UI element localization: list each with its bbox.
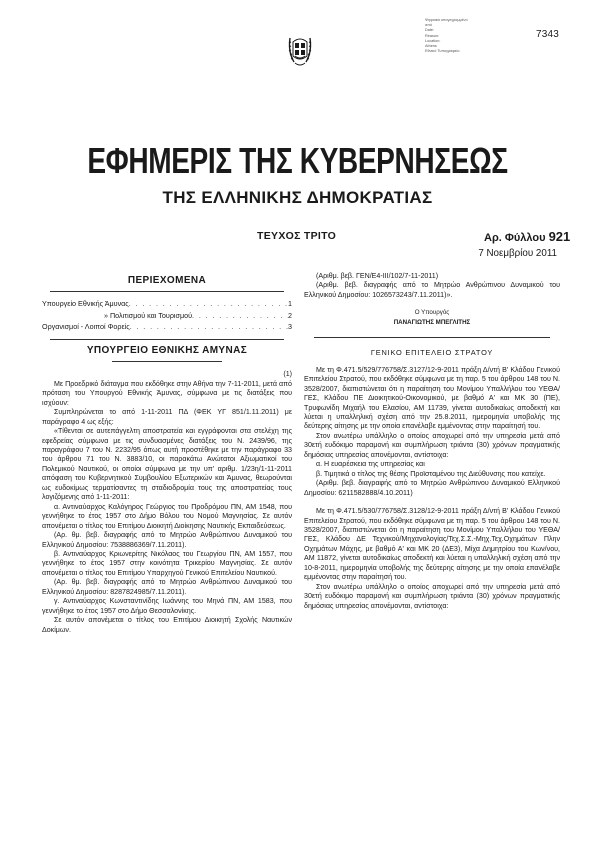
signer-title: Ο Υπουργός [414, 309, 450, 317]
paragraph: (Αρ. θμ. βεβ. διαγραφής από το Μητρώο Ανθρώπινου Δυναμικού του Ελληνικού Δημοσίου: 7538886369/7.11.2011). [42, 531, 292, 549]
stamp-line: από [425, 23, 432, 28]
note-mark: (1) [283, 370, 292, 379]
divider [314, 337, 550, 338]
toc-item[interactable] [42, 310, 292, 322]
toc-leader [192, 310, 288, 322]
paragraph: Συμπληρώνεται το από 1-11-2011 ΠΔ (ΦΕΚ ΥΓ 851/1.11.2011) με παράγραφο 4 ως εξής: [42, 408, 292, 426]
paragraph: β. Αντιναύαρχος Κριωνερίτης Νικόλαος του Γεωργίου ΠΝ, ΑΜ 1557, που γεννήθηκε το έτος 1957 στην κοινότητα Τρικερίου Μαγνησίας. Σε αυτόν απονέμεται ο τίτλος του Επιτίμου Υπαρχηγού Γενικού Επιτελείου Ναυτικού. [42, 550, 292, 577]
paragraph: Με τη Φ.471.5/530/776758/Σ.3128/12-9-2011 πράξη Δ/ντή Β' Κλάδου Γενικού Επιτελείου Στρατού, που εκδόθηκε σύμφωνα με τη παρ. 5 του άρθρου 148 του Ν. 3528/2007, διαπιστώνεται ότι η παραίτηση του Μονίμου Υπαλλήλου του ΥΕΘΑ/ΓΕΣ, Κλάδου ΔΕ Τεχνικού/Μηχανολογίας/Τεχ.Σ.Σ.-Μηχ.Τεχ.Οχημάτων Πλην Οχημάτων Μάχης, με βαθμό Α' και ΜΚ 20 (ΔΕ3), Μίχα Δημητρίου του Κων/νου, ΑΜ 11872, γίνεται αυτοδικαίως αποδεκτή και λύεται η υπαλληλική σχέση από την 10-8-2011, ημερομηνία υποβολής της δεύτερης αίτησης με την οποία επανέλαβε εμμένοντας στην παραίτησή του. [304, 507, 560, 582]
digital-signature-stamp [425, 18, 485, 54]
toc-leader [130, 321, 288, 333]
page-number: 7343 [536, 29, 560, 40]
toc-item-label: Οργανισμοί - Λοιποί Φορείς [42, 322, 130, 332]
toc-item[interactable] [42, 298, 292, 310]
paragraph: Στον ανωτέρω υπάλληλο ο οποίος αποχωρεί από την υπηρεσία μετά από 30ετή ευδόκιμο παραμονή και συμπλήρωση τριάντα (30) χρόνων πραγματικής δημόσιας υπηρεσίας απονέμονται, αντίστοιχα: [304, 431, 560, 459]
paragraph: (Αρ. θμ. βεβ. διαγραφής από το Μητρώο Ανθρώπινου Δυναμικού του Ελληνικού Δημοσίου: 8287824985/7.11.2011). [42, 578, 292, 596]
issue-type: ΤΕΥΧΟΣ ΤΡΙΤΟ [257, 230, 337, 242]
toc-leader [129, 298, 288, 310]
gazette-subhead: ΤΗΣ ΕΛΛΗΝΙΚΗΣ ΔΗΜΟΚΡΑΤΙΑΣ [162, 188, 433, 207]
gazette-masthead: ΕΦΗΜΕΡΙΣ ΤΗΣ ΚΥΒΕΡΝΗΣΕΩΣ [87, 140, 508, 181]
reference-line: (Αριθμ. βεβ. ΓΕΝ/Ε4-ΙΙΙ/102/7-11-2011) [316, 272, 439, 280]
paragraph: β. Τιμητικά ο τίτλος της θέσης Προϊσταμένου της Διεύθυνσης που κατείχε. [316, 469, 546, 478]
stamp-line: Athens [425, 44, 437, 49]
stamp-line: Location: [425, 38, 441, 43]
toc-item[interactable] [42, 321, 292, 333]
divider [50, 339, 284, 340]
toc-title: ΠΕΡΙΕΧΟΜΕΝΑ [127, 275, 207, 286]
stamp-line: Εθνικό Τυπογραφείο [425, 49, 460, 54]
sheet-number-block [484, 229, 570, 244]
toc-item-label: Υπουργείο Εθνικής Άμυνας [42, 299, 129, 309]
sheet-number: 921 [548, 229, 571, 244]
paragraph: γ. Αντιναύαρχος Κωνσταντινίδης Ιωάννης του Μηνά ΠΝ, ΑΜ 1583, που γεννήθηκε το έτος 1957 στο Δήμο Θεσσαλονίκης. [42, 597, 292, 615]
paragraph: «Τίθενται σε αυτεπάγγελτη αποστρατεία και εγγράφονται στα στελέχη της εφεδρείας σύμφωνα με τις συνδυασμένες διατάξεις του Ν. 2439/96, της παραγράφου 7 του Ν. 2232/95 όπως αυτή προστέθηκε με την παράγραφο 33 του άρθρου 71 του Ν. 3883/10, οι παρακάτω Ανώτατοι Αξιωματικοί του Πολεμικού Ναυτικού, οι οποίοι σύμφωνα με την υπ' αριθμ. 1/23η/1-11-2011 απόφαση του Κυβερνητικού Συμβουλίου Εξωτερικών και Άμυνας, θεωρούνται ως ευδοκίμως τερματίσαντες τη σταδιοδρομία τους της αποστρατείας τους λογιζόμενης από 1-11-2011: [42, 427, 292, 502]
section-title: ΥΠΟΥΡΓΕΙΟ ΕΘΝΙΚΗΣ ΑΜΥΝΑΣ [86, 344, 248, 356]
signer-name: ΠΑΝΑΓΙΩΤΗΣ ΜΠΕΓΛΙΤΗΣ [393, 318, 471, 326]
divider [50, 291, 284, 292]
stamp-line: Date: [425, 28, 435, 33]
toc-item-page: 2 [288, 310, 292, 320]
divider [112, 361, 222, 362]
paragraph: (Αριθμ. βεβ. διαγραφής από το Μητρώο Ανθρώπινου Δυναμικού Ελληνικού Δημοσίου: 6211582888/4.10.2011) [304, 479, 560, 497]
paragraph: α. Αντιναύαρχος Καλόγηρος Γεώργιος του Προδρόμου ΠΝ, ΑΜ 1548, που γεννήθηκε το έτος 1957 στο Δήμο Βόλου του Νομού Μαγνησίας. Σε αυτόν απονέμεται ο τίτλος του Επιτίμου Διοικητή Διοίκησης Ναυτικής Εκπαιδεύσεως. [42, 502, 292, 530]
section-title: ΓΕΝΙΚΟ ΕΠΙΤΕΛΕΙΟ ΣΤΡΑΤΟΥ [370, 348, 494, 358]
paragraph: Σε αυτόν απονέμεται ο τίτλος του Επιτίμου Διοικητή Σχολής Ναυτικών Δοκίμων. [42, 616, 292, 634]
toc-item-label: » Πολιτισμού και Τουρισμού [104, 310, 193, 320]
paragraph: Με Προεδρικό διάταγμα που εκδόθηκε στην Αθήνα την 7-11-2011, μετά από πρόταση του Υπουργού Εθνικής Άμυνας, σύμφωνα με τις διατάξεις που ισχύουν: [42, 379, 292, 407]
left-column [42, 272, 292, 635]
paragraph: Στον ανωτέρω υπάλληλο ο οποίος αποχωρεί από την υπηρεσία μετά από 30ετή ευδόκιμο παραμονή και συμπλήρωση τριάντα (30) χρόνων πραγματικής δημόσιας υπηρεσίας απονέμονται, αντίστοιχα: [304, 582, 560, 610]
stamp-line: Ψηφιακά υπογεγραμμένο [425, 18, 468, 22]
toc-item-page: 1 [288, 299, 292, 309]
paragraph: Με τη Φ.471.5/529/776758/Σ.3127/12-9-2011 πράξη Δ/ντή Β' Κλάδου Γενικού Επιτελείου Στρατού, που εκδόθηκε σύμφωνα με τη παρ. 5 του άρθρου 148 του Ν. 3528/2007, διαπιστώνεται ότι η παραίτηση του Μονίμου Υπαλλήλου του ΥΕΘΑ/ΓΕΣ, Κλάδου ΠΕ Διοικητικού-Οικονομικού, με βαθμό Α' και ΜΚ 30 (ΠΕ), Τρυφωνίδη Μιχαήλ του Ελασίου, ΑΜ 11739, γίνεται αυτοδικαίως αποδεκτή και λύεται η υπαλληλική σχέση από την 25.8.2011, ημερομηνία υποβολής της δεύτερης αίτησης με την οποία επανέλαβε εμμένοντας στην παραίτησή του. [304, 365, 560, 431]
issue-date: 7 Νοεμβρίου 2011 [478, 248, 557, 259]
reference-line: (Αριθμ. βεβ. διαγραφής από το Μητρώο Ανθρώπινου Δυναμικού του Ελληνικού Δημοσίου: 1026573243/7.11.2011)». [304, 281, 560, 299]
toc-item-page: 3 [288, 322, 292, 332]
right-column [304, 272, 560, 611]
stamp-line: Reason: [425, 33, 440, 38]
greek-coat-of-arms-icon [286, 32, 314, 74]
sheet-label: Αρ. Φύλλου [484, 232, 546, 244]
paragraph: α. Η ευαρέσκεια της υπηρεσίας και [316, 460, 425, 469]
